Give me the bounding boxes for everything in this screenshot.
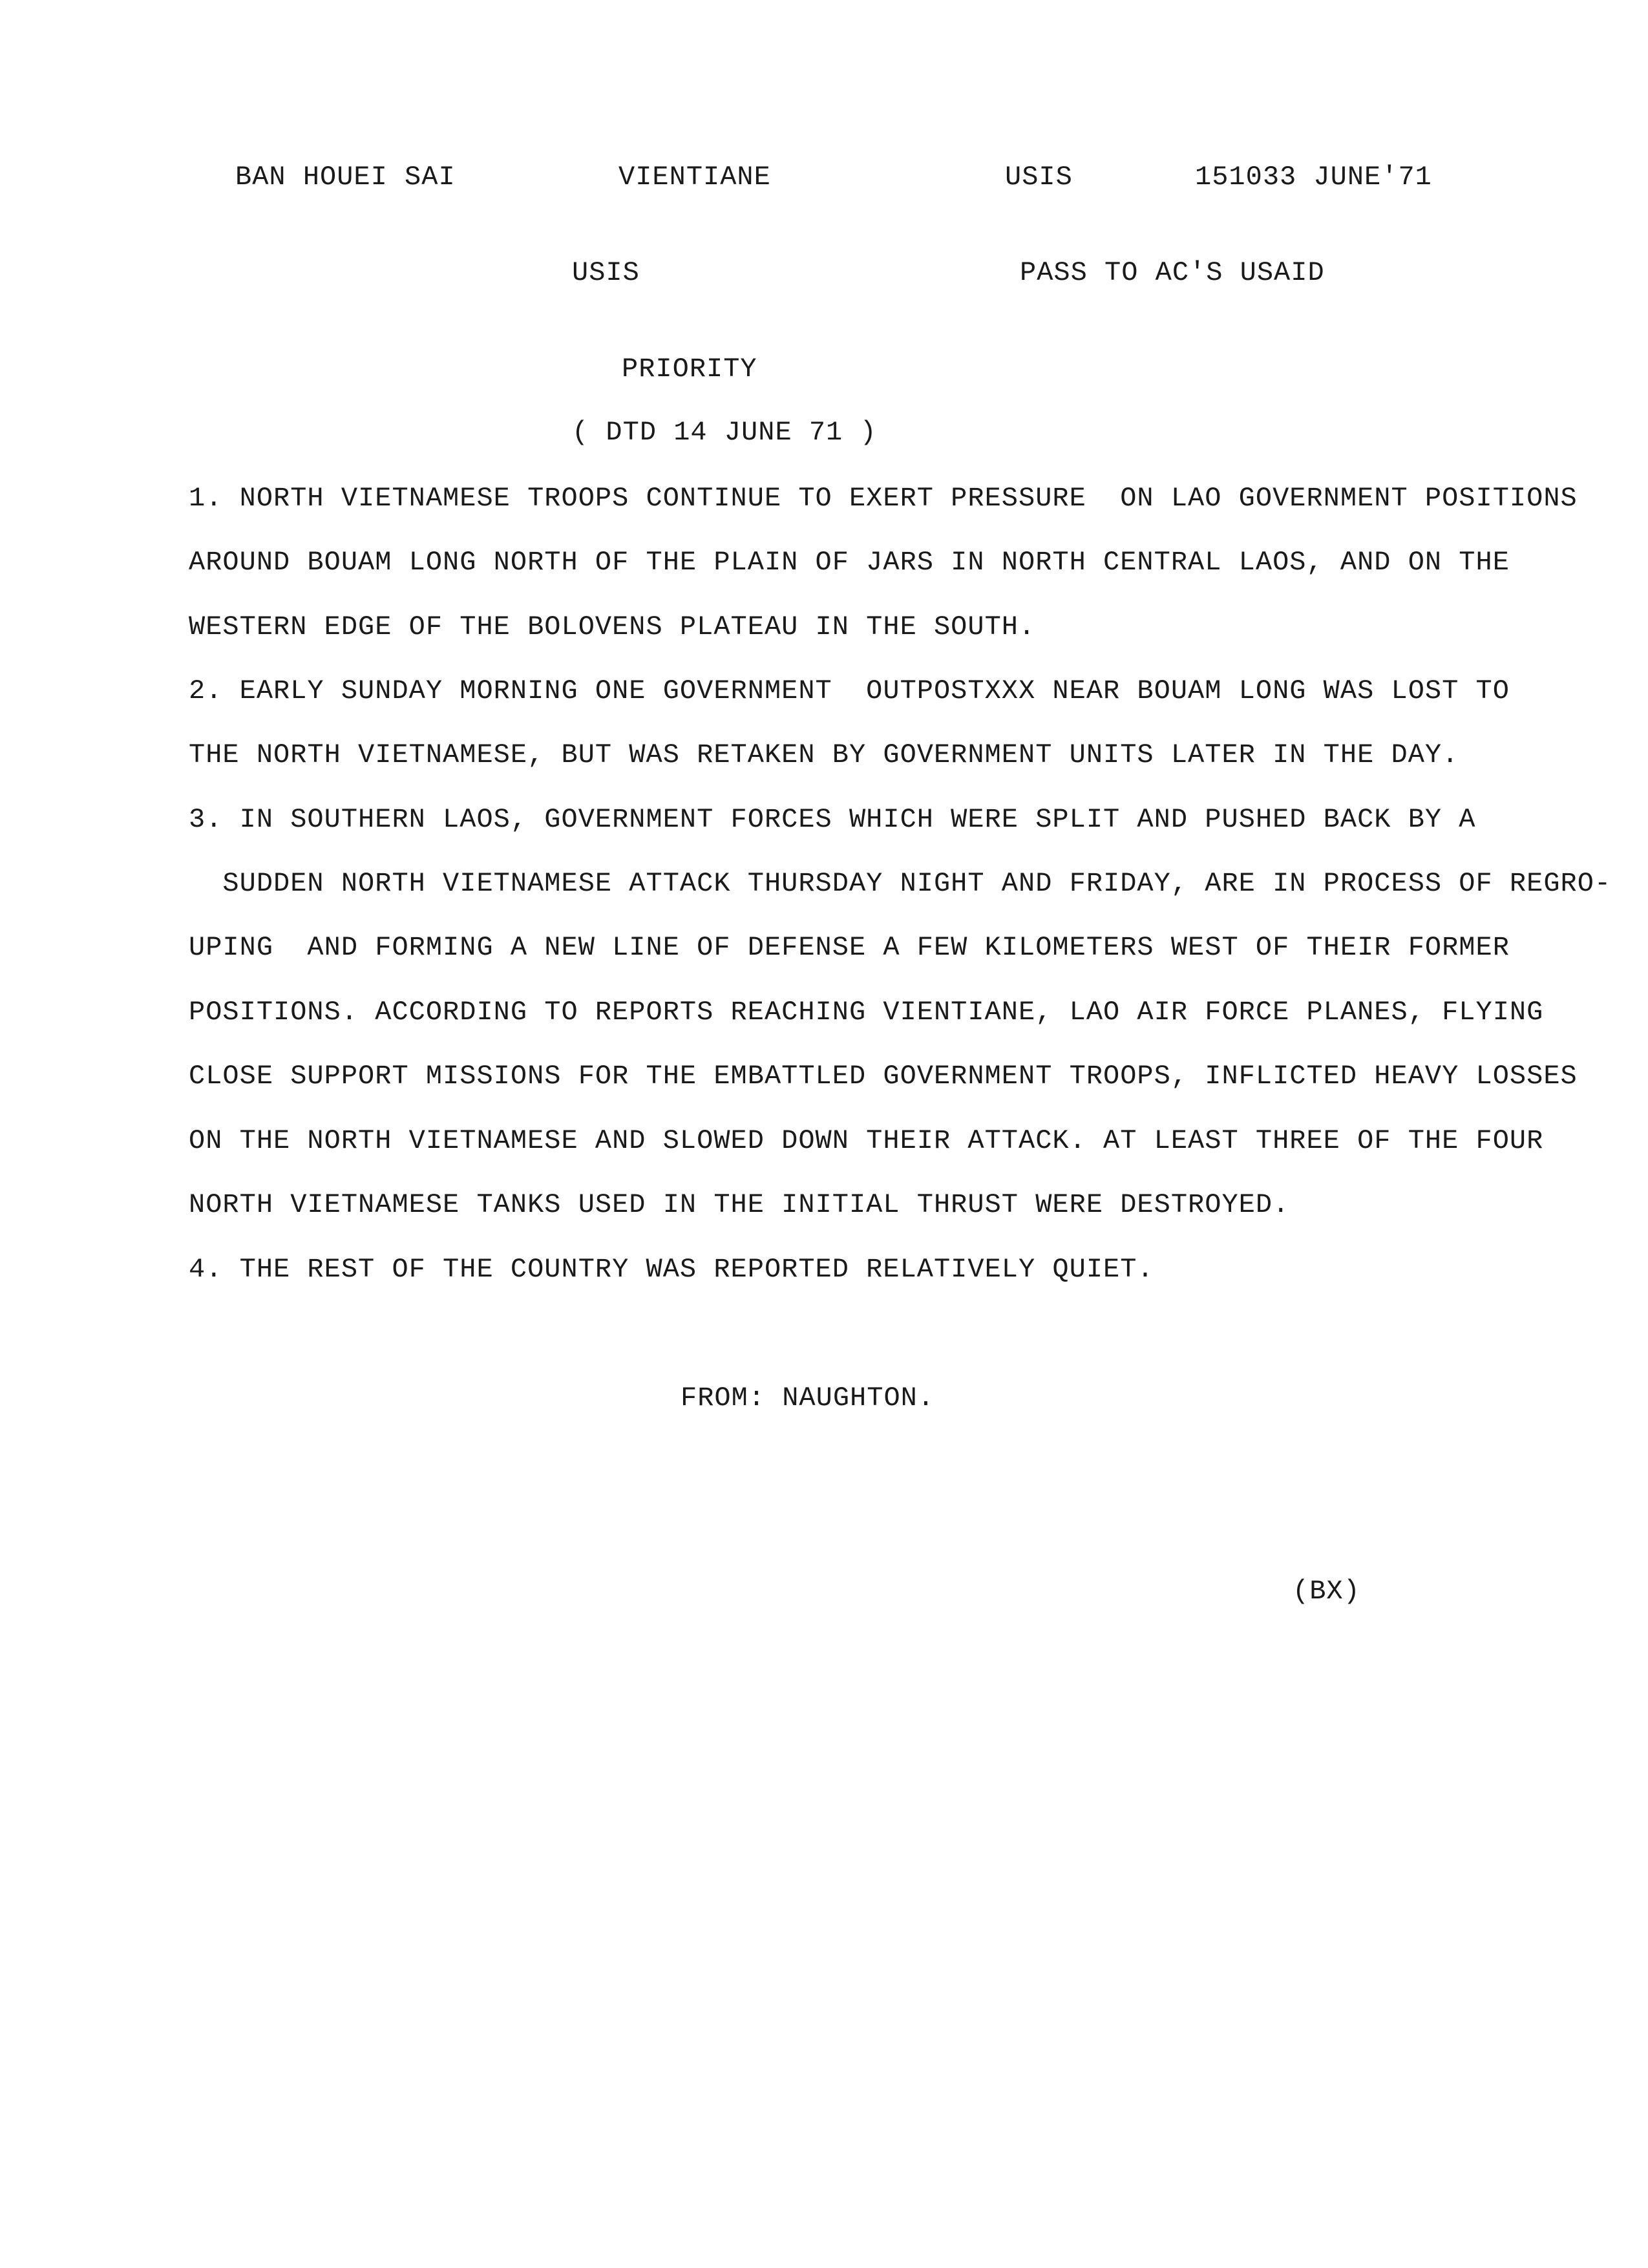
date-time-group: 151033 JUNE'71 [1195, 162, 1432, 193]
initials: (BX) [1293, 1576, 1360, 1607]
precedence: PRIORITY [622, 354, 757, 385]
body-line: SUDDEN NORTH VIETNAMESE ATTACK THURSDAY NIGHT AND FRIDAY, ARE IN PROCESS OF REGRO- [189, 868, 1612, 899]
body-line: WESTERN EDGE OF THE BOLOVENS PLATEAU IN THE SOUTH. [189, 611, 1036, 642]
dated-line: ( DTD 14 JUNE 71 ) [572, 417, 877, 448]
body-line: AROUND BOUAM LONG NORTH OF THE PLAIN OF JARS IN NORTH CENTRAL LAOS, AND ON THE [189, 547, 1510, 578]
body-line: ON THE NORTH VIETNAMESE AND SLOWED DOWN THEIR ATTACK. AT LEAST THREE OF THE FOUR [189, 1125, 1544, 1156]
routing-pass: PASS TO AC'S USAID [1020, 257, 1325, 288]
addressee-location: BAN HOUEI SAI [235, 162, 456, 193]
origin-location: VIENTIANE [618, 162, 771, 193]
body-line: 2. EARLY SUNDAY MORNING ONE GOVERNMENT OUTPOSTXXX NEAR BOUAM LONG WAS LOST TO [189, 675, 1510, 706]
body-line: POSITIONS. ACCORDING TO REPORTS REACHING VIENTIANE, LAO AIR FORCE PLANES, FLYING [189, 997, 1544, 1028]
body-line: 3. IN SOUTHERN LAOS, GOVERNMENT FORCES WHICH WERE SPLIT AND PUSHED BACK BY A [189, 804, 1476, 835]
signature: FROM: NAUGHTON. [681, 1383, 935, 1414]
body-line: NORTH VIETNAMESE TANKS USED IN THE INITIAL THRUST WERE DESTROYED. [189, 1189, 1290, 1220]
body-line: CLOSE SUPPORT MISSIONS FOR THE EMBATTLED GOVERNMENT TROOPS, INFLICTED HEAVY LOSSES [189, 1061, 1578, 1092]
body-line: 4. THE REST OF THE COUNTRY WAS REPORTED RELATIVELY QUIET. [189, 1254, 1154, 1285]
body-line: THE NORTH VIETNAMESE, BUT WAS RETAKEN BY GOVERNMENT UNITS LATER IN THE DAY. [189, 739, 1459, 770]
body-line: UPING AND FORMING A NEW LINE OF DEFENSE A FEW KILOMETERS WEST OF THEIR FORMER [189, 932, 1510, 963]
body-line: 1. NORTH VIETNAMESE TROOPS CONTINUE TO EXERT PRESSURE ON LAO GOVERNMENT POSITIONS [189, 483, 1578, 514]
routing-to: USIS [572, 257, 640, 288]
agency: USIS [1005, 162, 1073, 193]
